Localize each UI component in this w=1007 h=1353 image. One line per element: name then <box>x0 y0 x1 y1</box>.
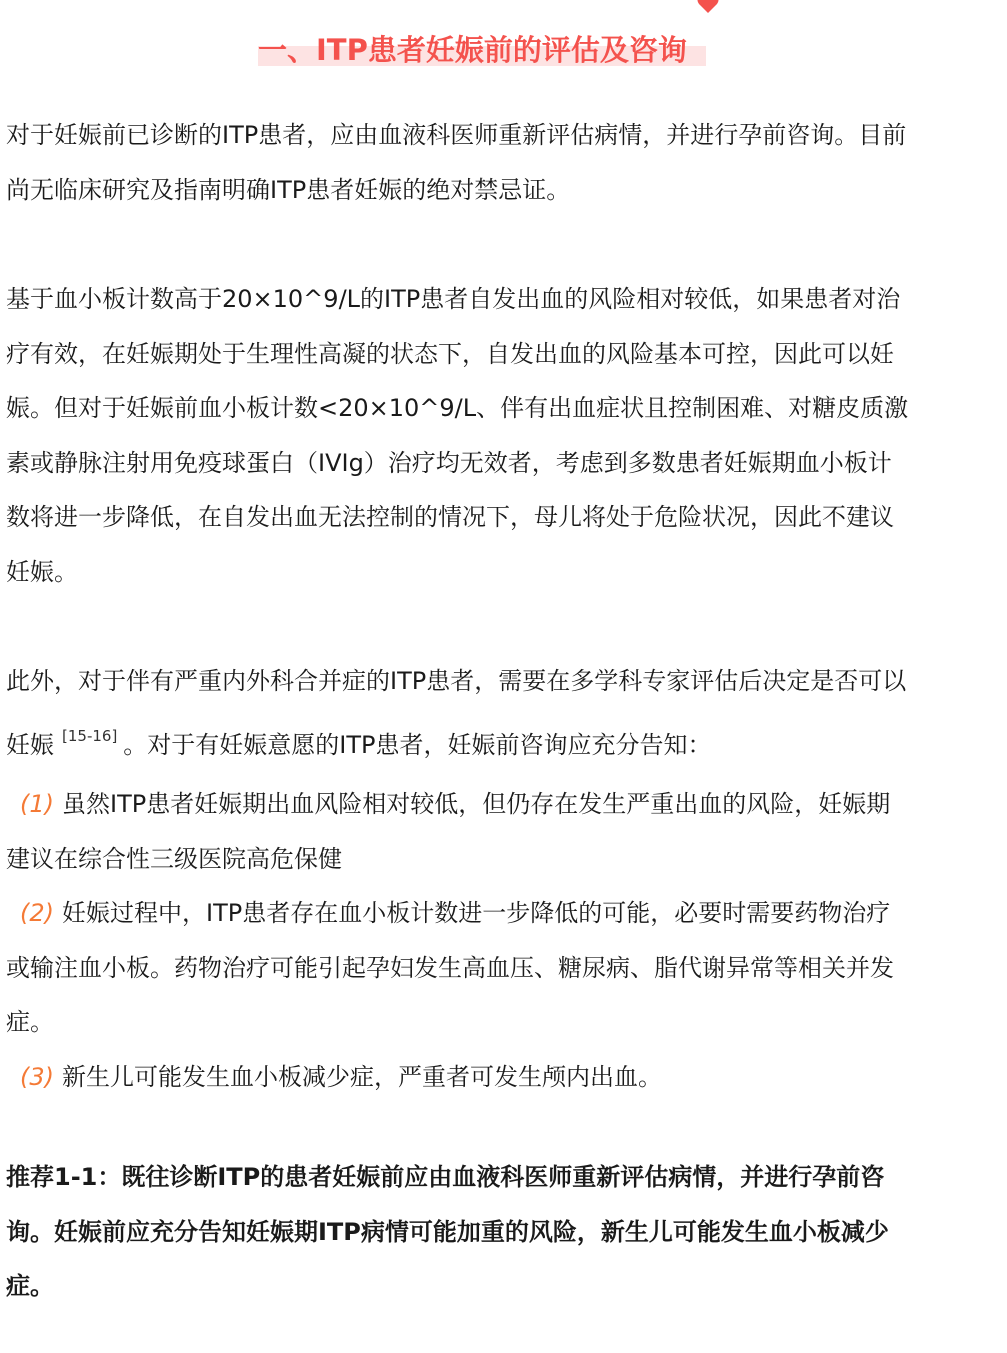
text-line: 症。 <box>6 1272 54 1300</box>
text-line: 询。妊娠前应充分告知妊娠期ITP病情可能加重的风险，新生儿可能发生血小板减少 <box>6 1217 889 1246</box>
text-line: 此外，对于伴有严重内外科合并症的ITP患者，需要在多学科专家评估后决定是否可以 <box>6 667 907 695</box>
text-line: 妊娠。 <box>6 557 78 586</box>
text-line: 对于妊娠前已诊断的ITP患者，应由血液科医师重新评估病情，并进行孕前咨询。目前 <box>6 121 907 149</box>
citation[interactable]: [15-16] <box>62 726 118 745</box>
text-segment: 妊娠 <box>6 730 54 759</box>
text-line: 数将进一步降低，在自发出血无法控制的情况下，母儿将处于危险状况，因此不建议 <box>6 503 894 531</box>
list-text: 虽然ITP患者妊娠期出血风险相对较低，但仍存在发生严重出血的风险，妊娠期 <box>62 790 891 818</box>
recommendation-block <box>6 1150 996 1314</box>
list-item <box>6 886 996 941</box>
list-text: 新生儿可能发生血小板减少症，严重者可发生颅内出血。 <box>62 1062 662 1091</box>
text-line: 娠。但对于妊娠前血小板计数<20×10^9/L、伴有出血症状且控制困难、对糖皮质激 <box>6 394 909 422</box>
advice-list <box>6 777 996 1104</box>
list-text: 或输注血小板。药物治疗可能引起孕妇发生高血压、糖尿病、脂代谢异常等相关并发 <box>6 953 894 982</box>
list-text: 建议在综合性三级医院高危保健 <box>6 844 342 873</box>
list-text: 妊娠过程中，ITP患者存在血小板计数进一步降低的可能，必要时需要药物治疗 <box>62 899 891 927</box>
heart-icon <box>697 0 719 14</box>
text-line <box>6 709 996 764</box>
paragraph-3 <box>6 654 996 763</box>
paragraph-2 <box>6 272 996 599</box>
list-number: (3) <box>20 1062 54 1091</box>
text-line: 尚无临床研究及指南明确ITP患者妊娠的绝对禁忌证。 <box>6 175 571 204</box>
text-line: 基于血小板计数高于20×10^9/L的ITP患者自发出血的风险相对较低，如果患者对治 <box>6 285 901 313</box>
section-heading <box>258 14 706 68</box>
list-number: (1) <box>20 790 54 818</box>
list-number: (2) <box>20 899 54 927</box>
list-text: 症。 <box>6 1008 54 1036</box>
text-line: 推荐1-1：既往诊断ITP的患者妊娠前应由血液科医师重新评估病情，并进行孕前咨 <box>6 1163 885 1191</box>
paragraph-1 <box>6 108 996 217</box>
text-line: 疗有效，在妊娠期处于生理性高凝的状态下，自发出血的风险基本可控，因此可以妊 <box>6 339 894 368</box>
list-item <box>6 1050 996 1105</box>
page-title: 一、ITP患者妊娠前的评估及咨询 <box>258 33 687 67</box>
text-segment: 。对于有妊娠意愿的ITP患者，妊娠前咨询应充分告知： <box>123 730 712 759</box>
list-item <box>6 777 996 832</box>
text-line: 素或静脉注射用免疫球蛋白（IVIg）治疗均无效者，考虑到多数患者妊娠期血小板计 <box>6 448 892 477</box>
